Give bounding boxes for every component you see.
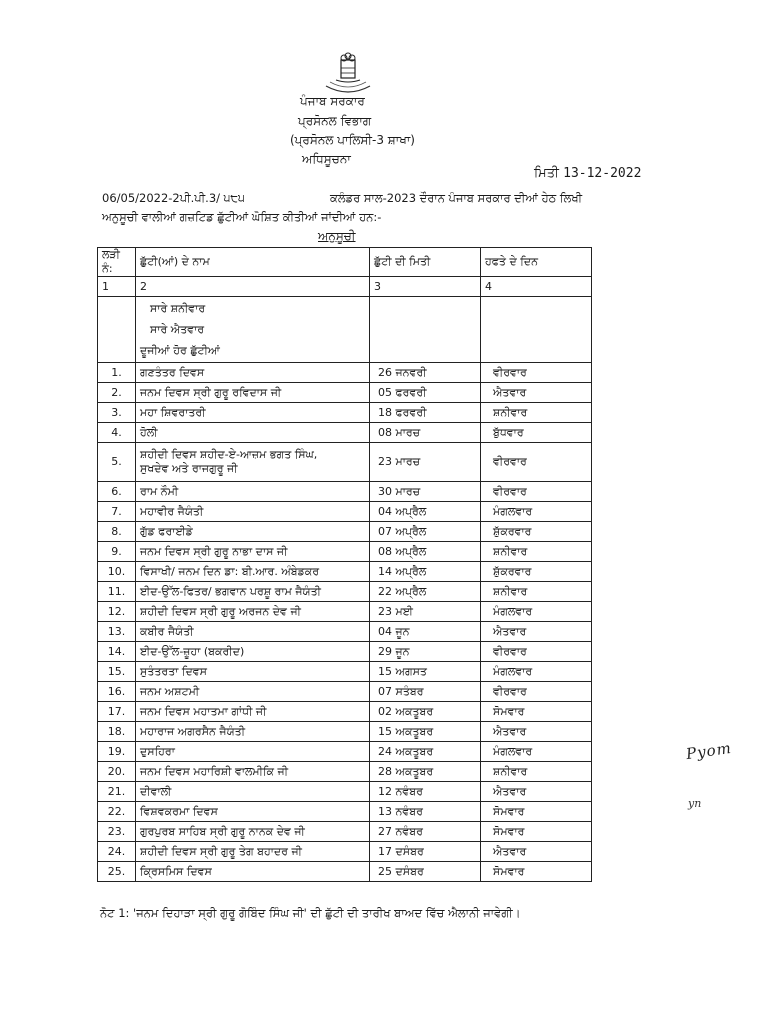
table-header-row bbox=[98, 248, 592, 277]
table-row bbox=[98, 862, 592, 882]
holiday-name-line: ਕ੍ਰਿਸਮਿਸ ਦਿਵਸ bbox=[140, 864, 212, 878]
col-header-holiday-name: ਛੁੱਟੀ(ਆਂ) ਦੇ ਨਾਮ bbox=[136, 248, 370, 277]
footnote: ਨੋਟ 1: 'ਜਨਮ ਦਿਹਾੜਾ ਸ੍ਰੀ ਗੁਰੂ ਗੋਬਿੰਦ ਸਿੰਘ ਜੀ' ਦੀ ਛੁੱਟੀ ਦੀ ਤਾਰੀਖ ਬਾਅਦ ਵਿੱਚ ਐਲਾਨੀ ਜਾਵੇਗੀ। bbox=[100, 906, 521, 920]
col-header-date: ਛੁੱਟੀ ਦੀ ਮਿਤੀ bbox=[370, 248, 481, 277]
row-weekday: ਸ਼ੁੱਕਰਵਾਰ bbox=[481, 562, 592, 582]
row-weekday: ਸ਼ਨੀਵਾਰ bbox=[481, 582, 592, 602]
table-row bbox=[98, 443, 592, 482]
row-holiday-name bbox=[136, 363, 370, 383]
row-weekday: ਸੋਮਵਾਰ bbox=[481, 802, 592, 822]
general-holidays-row bbox=[98, 297, 592, 363]
row-date: 12 ਨਵੰਬਰ bbox=[370, 782, 481, 802]
holiday-name-line: ਜਨਮ ਅਸ਼ਟਮੀ bbox=[140, 684, 200, 698]
table-row bbox=[98, 742, 592, 762]
row-holiday-name bbox=[136, 642, 370, 662]
row-holiday-name bbox=[136, 822, 370, 842]
col-number: 1 bbox=[98, 277, 136, 297]
row-serial: 10. bbox=[98, 562, 136, 582]
schedule-title: ਅਨੁਸੂਚੀ bbox=[318, 229, 356, 243]
notification-date bbox=[534, 166, 641, 181]
row-serial: 7. bbox=[98, 502, 136, 522]
holiday-name-line: ਸ਼ਹੀਦੀ ਦਿਵਸ ਸ਼ਹੀਦ-ਏ-ਆਜ਼ਮ ਭਗਤ ਸਿੰਘ, bbox=[140, 448, 318, 461]
row-serial: 9. bbox=[98, 542, 136, 562]
row-weekday: ਐਤਵਾਰ bbox=[481, 722, 592, 742]
row-holiday-name bbox=[136, 842, 370, 862]
row-serial: 12. bbox=[98, 602, 136, 622]
row-holiday-name bbox=[136, 702, 370, 722]
table-row bbox=[98, 842, 592, 862]
row-holiday-name bbox=[136, 682, 370, 702]
row-holiday-name bbox=[136, 722, 370, 742]
row-holiday-name bbox=[136, 662, 370, 682]
row-date: 08 ਮਾਰਚ bbox=[370, 423, 481, 443]
holiday-name-line: ਕਬੀਰ ਜੈਯੰਤੀ bbox=[140, 624, 194, 638]
row-serial: 21. bbox=[98, 782, 136, 802]
row-date: 30 ਮਾਰਚ bbox=[370, 482, 481, 502]
column-number-row bbox=[98, 277, 592, 297]
row-holiday-name bbox=[136, 562, 370, 582]
table-row bbox=[98, 403, 592, 423]
row-serial: 24. bbox=[98, 842, 136, 862]
row-weekday: ਸੋਮਵਾਰ bbox=[481, 862, 592, 882]
holiday-name-line: ਰਾਮ ਨੌਮੀ bbox=[140, 484, 179, 498]
table-row bbox=[98, 622, 592, 642]
holiday-name-line: ਈਦ-ਉੱਲ-ਫਿਤਰ/ ਭਗਵਾਨ ਪਰਸ਼ੂ ਰਾਮ ਜੈਯੰਤੀ bbox=[140, 584, 321, 598]
holiday-name-line: ਜਨਮ ਦਿਵਸ ਮਹਾਰਿਸ਼ੀ ਵਾਲਮੀਕਿ ਜੀ bbox=[140, 764, 289, 778]
row-date: 18 ਫਰਵਰੀ bbox=[370, 403, 481, 423]
table-row bbox=[98, 423, 592, 443]
row-serial: 19. bbox=[98, 742, 136, 762]
col-number: 3 bbox=[370, 277, 481, 297]
table-row bbox=[98, 802, 592, 822]
table-row bbox=[98, 363, 592, 383]
row-weekday: ਐਤਵਾਰ bbox=[481, 782, 592, 802]
row-date: 23 ਮਾਰਚ bbox=[370, 443, 481, 482]
row-holiday-name bbox=[136, 762, 370, 782]
holiday-name-line: ਸੁਖਦੇਵ ਅਤੇ ਰਾਜਗੁਰੂ ਜੀ bbox=[140, 462, 238, 475]
row-date: 08 ਅਪ੍ਰੈਲ bbox=[370, 542, 481, 562]
row-date: 07 ਸਤੰਬਰ bbox=[370, 682, 481, 702]
row-weekday: ਸ਼ਨੀਵਾਰ bbox=[481, 403, 592, 423]
header-notification: ਅਧਿਸੂਚਨਾ bbox=[302, 152, 351, 166]
table-row bbox=[98, 522, 592, 542]
row-date: 02 ਅਕਤੂਬਰ bbox=[370, 702, 481, 722]
row-holiday-name bbox=[136, 522, 370, 542]
all-sundays: ਸਾਰੇ ਐਤਵਾਰ bbox=[150, 323, 205, 336]
row-weekday: ਸ਼ਨੀਵਾਰ bbox=[481, 762, 592, 782]
row-weekday: ਬੁੱਧਵਾਰ bbox=[481, 423, 592, 443]
row-date: 13 ਨਵੰਬਰ bbox=[370, 802, 481, 822]
row-date: 04 ਅਪ੍ਰੈਲ bbox=[370, 502, 481, 522]
row-date: 23 ਮਈ bbox=[370, 602, 481, 622]
holiday-name-line: ਸ਼ਹੀਦੀ ਦਿਵਸ ਸ੍ਰੀ ਗੁਰੂ ਤੇਗ ਬਹਾਦਰ ਜੀ bbox=[140, 844, 302, 858]
row-weekday: ਐਤਵਾਰ bbox=[481, 622, 592, 642]
row-weekday: ਵੀਰਵਾਰ bbox=[481, 443, 592, 482]
row-weekday: ਐਤਵਾਰ bbox=[481, 842, 592, 862]
col-header-weekday: ਹਫਤੇ ਦੇ ਦਿਨ bbox=[481, 248, 592, 277]
row-date: 27 ਨਵੰਬਰ bbox=[370, 822, 481, 842]
table-row bbox=[98, 702, 592, 722]
row-weekday: ਸੋਮਵਾਰ bbox=[481, 822, 592, 842]
row-date: 26 ਜਨਵਰੀ bbox=[370, 363, 481, 383]
row-serial: 15. bbox=[98, 662, 136, 682]
holiday-name-line: ਦੁਸਹਿਰਾ bbox=[140, 744, 175, 758]
holiday-name-line: ਜਨਮ ਦਿਵਸ ਸ੍ਰੀ ਗੁਰੂ ਰਵਿਦਾਸ ਜੀ bbox=[140, 385, 282, 399]
row-serial: 16. bbox=[98, 682, 136, 702]
header-branch: (ਪ੍ਰਸੋਨਲ ਪਾਲਿਸੀ-3 ਸ਼ਾਖਾ) bbox=[290, 133, 415, 147]
holiday-name-line: ਵਿਸਾਖੀ/ ਜਨਮ ਦਿਨ ਡਾ: ਬੀ.ਆਰ. ਅੰਬੇਡਕਰ bbox=[140, 564, 320, 578]
row-weekday: ਸ਼ਨੀਵਾਰ bbox=[481, 542, 592, 562]
row-serial: 14. bbox=[98, 642, 136, 662]
reference-number: 06/05/2022-2ਪੀ.ਪੀ.3/ ੫੮੫ bbox=[102, 191, 245, 205]
row-serial: 1. bbox=[98, 363, 136, 383]
row-holiday-name bbox=[136, 862, 370, 882]
table-row bbox=[98, 682, 592, 702]
intro-text-line1: ਕਲੰਡਰ ਸਾਲ-2023 ਦੌਰਾਨ ਪੰਜਾਬ ਸਰਕਾਰ ਦੀਆਂ ਹੇਠ ਲਿਖੀ bbox=[330, 191, 583, 205]
handwritten-initial: yn bbox=[688, 797, 702, 810]
row-holiday-name bbox=[136, 602, 370, 622]
table-row bbox=[98, 722, 592, 742]
row-serial: 18. bbox=[98, 722, 136, 742]
row-holiday-name bbox=[136, 423, 370, 443]
row-date: 25 ਦਸੰਬਰ bbox=[370, 862, 481, 882]
row-holiday-name bbox=[136, 482, 370, 502]
holiday-name-line: ਜਨਮ ਦਿਵਸ ਸ੍ਰੀ ਗੁਰੂ ਨਾਭਾ ਦਾਸ ਜੀ bbox=[140, 544, 288, 558]
row-serial: 22. bbox=[98, 802, 136, 822]
row-serial: 4. bbox=[98, 423, 136, 443]
date-label: ਮਿਤੀ bbox=[534, 166, 559, 181]
row-weekday: ਵੀਰਵਾਰ bbox=[481, 642, 592, 662]
row-weekday: ਮੰਗਲਵਾਰ bbox=[481, 742, 592, 762]
row-holiday-name bbox=[136, 502, 370, 522]
row-date: 24 ਅਕਤੂਬਰ bbox=[370, 742, 481, 762]
row-weekday: ਸ਼ੁੱਕਰਵਾਰ bbox=[481, 522, 592, 542]
holiday-table bbox=[97, 247, 592, 882]
holiday-name-line: ਹੋਲੀ bbox=[140, 425, 158, 439]
table-row bbox=[98, 582, 592, 602]
row-holiday-name bbox=[136, 802, 370, 822]
row-holiday-name bbox=[136, 542, 370, 562]
row-serial: 17. bbox=[98, 702, 136, 722]
row-holiday-name bbox=[136, 782, 370, 802]
table-row bbox=[98, 642, 592, 662]
row-date: 07 ਅਪ੍ਰੈਲ bbox=[370, 522, 481, 542]
table-row bbox=[98, 482, 592, 502]
row-holiday-name bbox=[136, 443, 370, 482]
row-date: 17 ਦਸੰਬਰ bbox=[370, 842, 481, 862]
table-row bbox=[98, 542, 592, 562]
header-department: ਪ੍ਰਸੋਨਲ ਵਿਭਾਗ bbox=[298, 114, 372, 128]
row-date: 05 ਫਰਵਰੀ bbox=[370, 383, 481, 403]
table-row bbox=[98, 602, 592, 622]
row-date: 15 ਅਕਤੂਬਰ bbox=[370, 722, 481, 742]
row-holiday-name bbox=[136, 582, 370, 602]
header-government: ਪੰਜਾਬ ਸਰਕਾਰ bbox=[300, 94, 365, 108]
table-row bbox=[98, 502, 592, 522]
row-holiday-name bbox=[136, 742, 370, 762]
table-row bbox=[98, 822, 592, 842]
holiday-name-line: ਮਹਾ ਸ਼ਿਵਰਾਤਰੀ bbox=[140, 405, 206, 419]
government-emblem-icon bbox=[322, 50, 374, 94]
row-date: 14 ਅਪ੍ਰੈਲ bbox=[370, 562, 481, 582]
col-header-serial: ਲੜੀ ਨੰ: bbox=[98, 248, 136, 277]
handwritten-signature: Pyom bbox=[684, 738, 733, 764]
row-serial: 3. bbox=[98, 403, 136, 423]
holiday-name-line: ਗੁੱਡ ਫਰਾਈਡੇ bbox=[140, 524, 193, 538]
row-date: 28 ਅਕਤੂਬਰ bbox=[370, 762, 481, 782]
row-serial: 2. bbox=[98, 383, 136, 403]
row-date: 29 ਜੂਨ bbox=[370, 642, 481, 662]
holiday-name-line: ਈਦ-ਉੱਲ-ਜ਼ੂਹਾ (ਬਕਰੀਦ) bbox=[140, 644, 245, 658]
row-serial: 8. bbox=[98, 522, 136, 542]
row-weekday: ਵੀਰਵਾਰ bbox=[481, 363, 592, 383]
row-weekday: ਵੀਰਵਾਰ bbox=[481, 682, 592, 702]
row-holiday-name bbox=[136, 403, 370, 423]
holiday-name-line: ਵਿਸ਼ਵਕਰਮਾ ਦਿਵਸ bbox=[140, 804, 218, 818]
all-saturdays: ਸਾਰੇ ਸ਼ਨੀਵਾਰ bbox=[150, 302, 206, 315]
row-serial: 25. bbox=[98, 862, 136, 882]
row-weekday: ਸੋਮਵਾਰ bbox=[481, 702, 592, 722]
row-weekday: ਵੀਰਵਾਰ bbox=[481, 482, 592, 502]
holiday-name-line: ਸੁਤੰਤਰਤਾ ਦਿਵਸ bbox=[140, 664, 207, 678]
row-weekday: ਮੰਗਲਵਾਰ bbox=[481, 602, 592, 622]
row-weekday: ਐਤਵਾਰ bbox=[481, 383, 592, 403]
row-serial: 5. bbox=[98, 443, 136, 482]
table-row bbox=[98, 662, 592, 682]
holiday-name-line: ਜਨਮ ਦਿਵਸ ਮਹਾਤਮਾ ਗਾਂਧੀ ਜੀ bbox=[140, 704, 267, 718]
holiday-name-line: ਸ਼ਹੀਦੀ ਦਿਵਸ ਸ੍ਰੀ ਗੁਰੂ ਅਰਜਨ ਦੇਵ ਜੀ bbox=[140, 604, 301, 618]
holiday-name-line: ਦੀਵਾਲੀ bbox=[140, 784, 172, 798]
row-date: 15 ਅਗਸਤ bbox=[370, 662, 481, 682]
table-row bbox=[98, 782, 592, 802]
holiday-name-line: ਗਣਤੰਤਰ ਦਿਵਸ bbox=[140, 365, 205, 379]
holiday-name-line: ਗੁਰਪੁਰਬ ਸਾਹਿਬ ਸ੍ਰੀ ਗੁਰੂ ਨਾਨਕ ਦੇਵ ਜੀ bbox=[140, 824, 305, 838]
row-weekday: ਮੰਗਲਵਾਰ bbox=[481, 502, 592, 522]
table-row bbox=[98, 383, 592, 403]
row-serial: 13. bbox=[98, 622, 136, 642]
row-serial: 20. bbox=[98, 762, 136, 782]
other-holidays: ਦੂਜੀਆਂ ਹੋਰ ਛੁੱਟੀਆਂ bbox=[140, 344, 220, 357]
row-date: 22 ਅਪ੍ਰੈਲ bbox=[370, 582, 481, 602]
row-date: 04 ਜੂਨ bbox=[370, 622, 481, 642]
row-serial: 23. bbox=[98, 822, 136, 842]
holiday-name-line: ਮਹਾਵੀਰ ਜੈਯੰਤੀ bbox=[140, 504, 204, 518]
col-number: 4 bbox=[481, 277, 592, 297]
row-holiday-name bbox=[136, 622, 370, 642]
intro-text-line2: ਅਨੁਸੂਚੀ ਵਾਲੀਆਂ ਗਜ਼ਟਿਡ ਛੁੱਟੀਆਂ ਘੋਸ਼ਿਤ ਕੀਤੀਆਂ ਜਾਂਦੀਆਂ ਹਨ:- bbox=[102, 210, 382, 224]
table-row bbox=[98, 562, 592, 582]
date-value: 13-12-2022 bbox=[563, 166, 642, 181]
row-serial: 11. bbox=[98, 582, 136, 602]
row-holiday-name bbox=[136, 383, 370, 403]
holiday-name-line: ਮਹਾਰਾਜ ਅਗਰਸੈਨ ਜੈਯੰਤੀ bbox=[140, 724, 246, 738]
col-number: 2 bbox=[136, 277, 370, 297]
table-row bbox=[98, 762, 592, 782]
row-serial: 6. bbox=[98, 482, 136, 502]
row-weekday: ਮੰਗਲਵਾਰ bbox=[481, 662, 592, 682]
